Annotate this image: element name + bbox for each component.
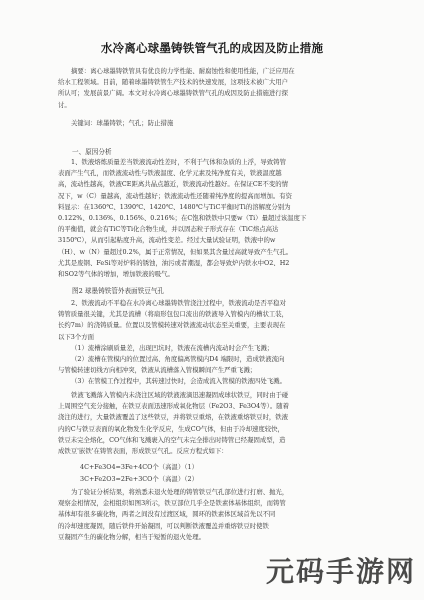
watermark-logo: 元码手游网 xyxy=(265,555,416,588)
text-line: 豆凝固产生的碳化物分解，相当于短暂的退火处理。 xyxy=(58,532,205,541)
text-line: 铁豆未完全熔化，CO气体和飞溅裹入的空气未完全排出时铸管已经凝固成型，造 xyxy=(58,435,286,444)
text-line: 料显示：在1360℃、1390℃、1420℃、1480℃与TiC平衡时Ti的溶解度分别为 xyxy=(58,202,291,211)
text-line: 铸管质量很关键，尤其是流槽（将扇形包包口流出的铁液导入管模内的槽状工装， xyxy=(58,310,289,319)
text-line: （H）、w（N）量超过0.2%，属于正常情况，但如果其含量过高就导致产生气孔。 xyxy=(58,247,293,256)
text-line: 为了验证分析结果，将熟悉未退火处理的铸管铁豆气孔部位进行打磨、抛光， xyxy=(71,488,289,496)
text-line: 所认可；发展前景广阔。本文对水冷离心球墨铸铁管气孔的成因及防止措施进行探 xyxy=(58,89,289,98)
equation-1: 4C+Fe3O4=3Fe+4CO个（高温）（1） xyxy=(80,463,198,471)
text-line: 0.122%、0.136%、0.156%、0.216%；在C饱和铁铁中只要w（Ti）量超过该温度下 xyxy=(58,213,307,222)
text-line: 的平衡值，就会有TiC等Ti化合物生成，并以固态粒子形式存在（TiC熔点高达 xyxy=(58,225,279,234)
text-line: 摘要：离心球墨铸铁管具有优良的力学性能、耐腐蚀性和使用性能，广泛应用在 xyxy=(71,67,295,75)
text-line: 况下，w（C）量越高，流动性越好；铁液流动性还随着纯净度的提高而增加。有资 xyxy=(58,191,293,200)
text-line: 高，流动性越高，铁液CE距离共晶点越近，铁液流动性越好。在保证CE不变的情 xyxy=(58,180,288,189)
figure-caption: 图2 球墨铸铁管外表面铁豆气孔 xyxy=(72,287,165,295)
text-line: 基体却有很多碳化物，两者之间没有过渡区域，圆环的铁素体区域首先以不同 xyxy=(58,510,276,519)
text-line: 铁液飞溅落入管模内未浇注区域的铁液液滴迅速凝固成球状铁豆，同时由于碰 xyxy=(71,391,289,399)
text-line: 以下3个方面 xyxy=(58,332,95,341)
abstract-paragraph xyxy=(58,66,378,111)
text-line: 和SO2等气体的增加，增加铁液的吸气。 xyxy=(58,269,174,278)
text-line: 浇注的进行，大量铁液覆盖了这些铁豆，并将铁豆重熔，在铁液重熔铁豆时，铁液 xyxy=(58,413,289,422)
keywords xyxy=(58,118,378,129)
paragraph-3 xyxy=(58,390,378,457)
text-line: 尤其是废钢、FeSi等对炉料的锈蚀，油污或者潮湿，都会导致炉内铁水中O2、H2 xyxy=(58,258,290,267)
list-item: （3）在管模工作过程中，其转速过快时，会造成流入管模的铁液四处飞溅。 xyxy=(71,377,286,386)
text-line: 表面产生气孔，而铁液流动性与铁液温度、化学元素及纯净度有关，铁液温度越 xyxy=(58,169,282,178)
paragraph-1 xyxy=(58,157,378,280)
text-line: 3150℃），从而引起粘度升高，流动性变差。经过大量试验证明，铁液中的w xyxy=(58,236,276,245)
text-line: 内的C与铁豆表面的氧化物发生化学反应，生成CO气体，但由于冷却速度较快， xyxy=(58,424,284,433)
section-heading: 一、原因分析 xyxy=(72,148,112,156)
list-item: （1）流槽涂刷质量差，出现凹坑时，铁液在流槽内流动时会产生飞溅； xyxy=(71,343,274,352)
text-line: 的冷却速度凝固，随后铁件开始凝固，可以判断铁液覆盖并重熔铁豆时使铁 xyxy=(58,521,269,530)
keywords-line: 关键词：球墨铸铁；气孔；防止措施 xyxy=(71,119,174,127)
text-line: 长约7m）的浇铸质量。位置以及管模转速对铁液流动状态至关重要，主要表现在 xyxy=(58,321,286,330)
document-title: 水冷离心球墨铸铁管气孔的成因及防止措施 xyxy=(100,41,324,55)
text-line: 给水工程领域。目前，随着球墨铸铁管生产技术的快速发展，这项技术被广大用户 xyxy=(58,78,289,87)
text-line: 上周围空气充分接触，在铁豆表面迅速形成氧化物层（Fe2O3、Fe3O4等）。随着 xyxy=(58,402,289,411)
text-line: 2、铁液流动不平稳在水冷离心球墨铸铁管浇注过程中，铁液流动是否平稳对 xyxy=(71,299,286,307)
paragraph-2 xyxy=(58,298,378,388)
paragraph-4 xyxy=(58,487,378,543)
text-line: 1、铁液熔炼质量差当铁液流动性差时，不利于气体和杂质的上浮，导致铸管 xyxy=(71,158,286,166)
text-line: 成铁豆'嵌铁'在铸管表面，形成铁豆气孔。反应方程式如下： xyxy=(58,446,228,455)
text-line: 观察金相情况，金相组织如图3所示，铁豆部位几乎全是铁素体基体组织，而铸管 xyxy=(58,499,286,508)
equation-2: 3C+Fe2O3=2Fe+3CO个（高温）（2） xyxy=(80,475,198,483)
list-item: （2）流槽在管模内的位置过高、角度偏离管模内D4 端限时，造成铁液流向 xyxy=(71,354,285,363)
list-item: 与管模转速切线方向相冲突，铁液从流槽落入管模瞬间产生严重飞溅； xyxy=(58,366,257,375)
text-line: 讨。 xyxy=(58,100,71,109)
